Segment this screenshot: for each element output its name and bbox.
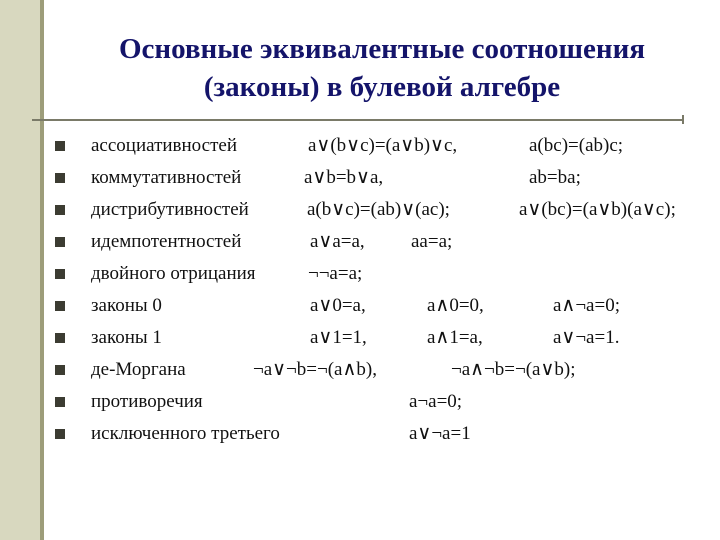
- square-bullet-icon: [55, 205, 65, 215]
- list-item-idempotence: [0, 226, 720, 258]
- law-formula: a∨(bc)=(a∨b)(a∨c);: [519, 199, 676, 220]
- law-name: идемпотентностей: [91, 231, 242, 252]
- law-formula: a(b∨c)=(ab)∨(ac);: [307, 199, 450, 220]
- law-formula: a(bc)=(ab)c;: [529, 135, 624, 156]
- square-bullet-icon: [55, 429, 65, 439]
- law-formula: a∧1=a,: [427, 327, 483, 348]
- law-formula: ¬¬a=a;: [308, 263, 363, 284]
- title-divider: [32, 119, 684, 121]
- law-formula: ab=ba;: [529, 167, 581, 188]
- square-bullet-icon: [55, 397, 65, 407]
- law-formula: a∨¬a=1.: [553, 327, 620, 348]
- slide-title-line-1: Основные эквивалентные соотношения: [118, 33, 646, 65]
- slide-title: [44, 30, 720, 106]
- law-name: законы 0: [91, 295, 162, 316]
- square-bullet-icon: [55, 141, 65, 151]
- law-formula: ¬a∨¬b=¬(a∧b),: [253, 359, 377, 380]
- square-bullet-icon: [55, 173, 65, 183]
- law-name: противоречия: [91, 391, 203, 412]
- law-name: де-Моргана: [91, 359, 186, 380]
- law-name: исключенного третьего: [91, 423, 280, 444]
- list-item-distributivity: [0, 194, 720, 226]
- law-formula: ¬a∧¬b=¬(a∨b);: [451, 359, 576, 380]
- law-formula: a∧¬a=0;: [553, 295, 620, 316]
- list-item-excluded-middle: [0, 418, 720, 450]
- list-item-double-negation: [0, 258, 720, 290]
- law-formula: aa=a;: [411, 231, 453, 252]
- list-item-associativity: [0, 130, 720, 162]
- slide-title-line-2: (законы) в булевой алгебре: [203, 71, 561, 103]
- law-formula: a∨a=a,: [310, 231, 365, 252]
- law-name: дистрибутивностей: [91, 199, 249, 220]
- list-item-de-morgan: [0, 354, 720, 386]
- law-name: двойного отрицания: [91, 263, 256, 284]
- square-bullet-icon: [55, 333, 65, 343]
- square-bullet-icon: [55, 301, 65, 311]
- square-bullet-icon: [55, 269, 65, 279]
- law-formula: a∨(b∨c)=(a∨b)∨c,: [308, 135, 458, 156]
- list-item-contradiction: [0, 386, 720, 418]
- list-item-commutativity: [0, 162, 720, 194]
- square-bullet-icon: [55, 365, 65, 375]
- law-formula: a¬a=0;: [409, 391, 463, 412]
- list-item-laws-zero: [0, 290, 720, 322]
- title-divider-end: [682, 115, 684, 124]
- law-formula: a∨¬a=1: [409, 423, 471, 444]
- law-name: ассоциативностей: [91, 135, 237, 156]
- law-name: коммутативностей: [91, 167, 242, 188]
- list-item-laws-one: [0, 322, 720, 354]
- square-bullet-icon: [55, 237, 65, 247]
- law-formula: a∨b=b∨a,: [304, 167, 384, 188]
- law-name: законы 1: [91, 327, 162, 348]
- law-formula: a∨0=a,: [310, 295, 366, 316]
- law-formula: a∧0=0,: [427, 295, 484, 316]
- law-formula: a∨1=1,: [310, 327, 367, 348]
